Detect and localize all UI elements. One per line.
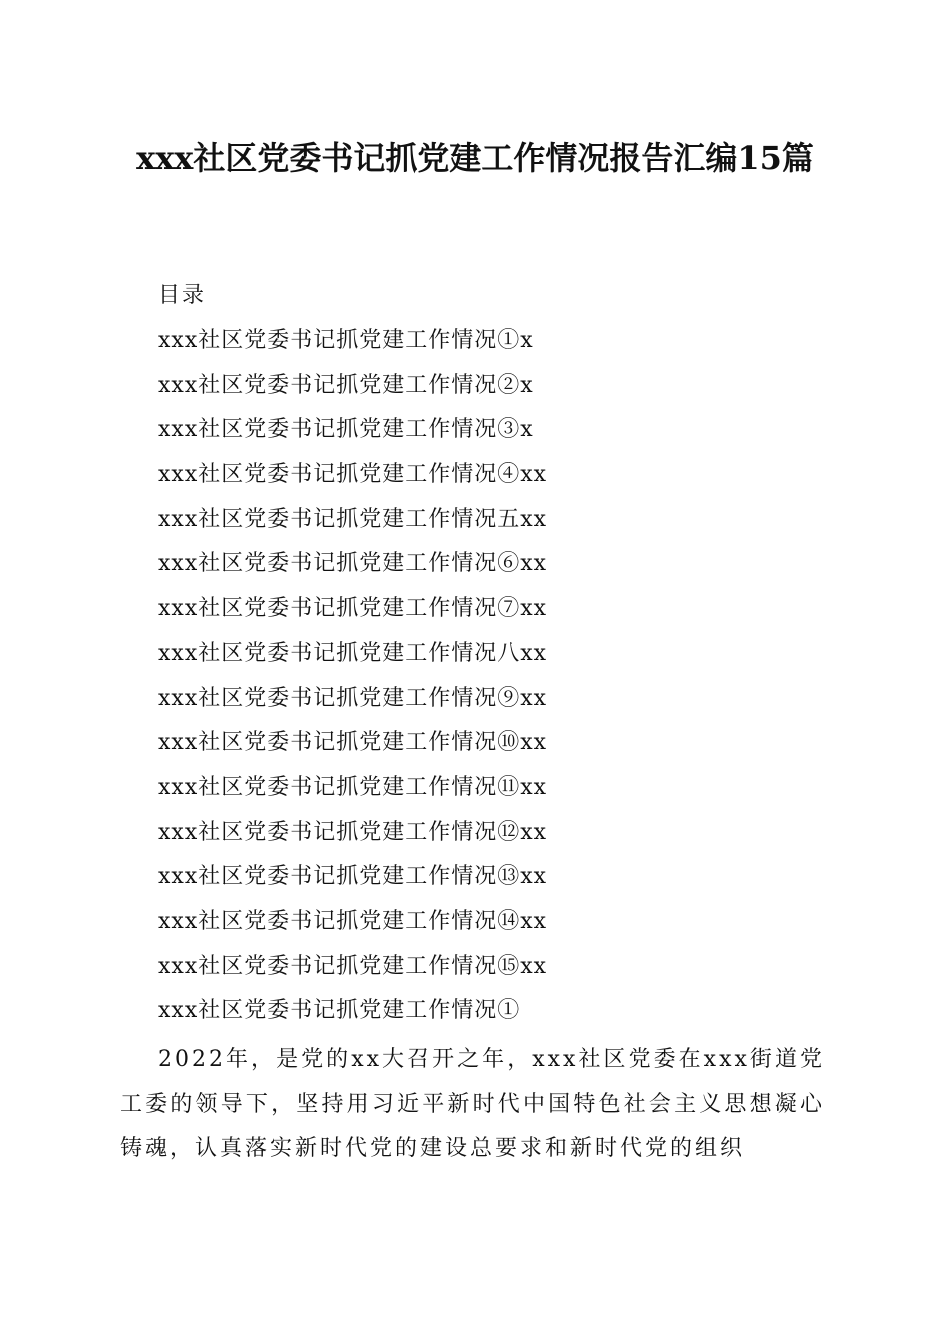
toc-item: xxx社区党委书记抓党建工作情况八xx	[158, 640, 548, 666]
toc-item: xxx社区党委书记抓党建工作情况⑮xx	[158, 953, 548, 979]
toc-item: xxx社区党委书记抓党建工作情况⑭xx	[158, 908, 548, 934]
toc-item: xxx社区党委书记抓党建工作情况⑪xx	[158, 774, 548, 800]
toc-item: xxx社区党委书记抓党建工作情况⑥xx	[158, 551, 548, 577]
toc-item: xxx社区党委书记抓党建工作情况五xx	[158, 506, 548, 532]
body-paragraph: 2022年，是党的xx大召开之年，xxx社区党委在xxx街道党工委的领导下，坚持用习近平新时代中国特色社会主义思想凝心铸魂，认真落实新时代党的建设总要求和新时代党的组织	[120, 1047, 825, 1162]
toc-item: xxx社区党委书记抓党建工作情况④xx	[158, 462, 548, 488]
toc-item: xxx社区党委书记抓党建工作情况③x	[158, 417, 534, 443]
toc-item: xxx社区党委书记抓党建工作情况①x	[158, 328, 534, 353]
table-of-contents	[158, 326, 547, 996]
toc-item: xxx社区党委书记抓党建工作情况⑨xx	[158, 685, 548, 711]
toc-item: xxx社区党委书记抓党建工作情况⑩xx	[158, 730, 548, 756]
toc-item: xxx社区党委书记抓党建工作情况⑦xx	[158, 596, 548, 622]
toc-heading: 目录	[158, 283, 207, 308]
section-title: xxx社区党委书记抓党建工作情况①	[158, 998, 521, 1023]
document-title: xxx社区党委书记抓党建工作情况报告汇编15篇	[136, 139, 814, 177]
toc-item: xxx社区党委书记抓党建工作情况⑫xx	[158, 819, 548, 845]
toc-item: xxx社区党委书记抓党建工作情况②x	[158, 372, 534, 398]
toc-item: xxx社区党委书记抓党建工作情况⑬xx	[158, 864, 548, 890]
